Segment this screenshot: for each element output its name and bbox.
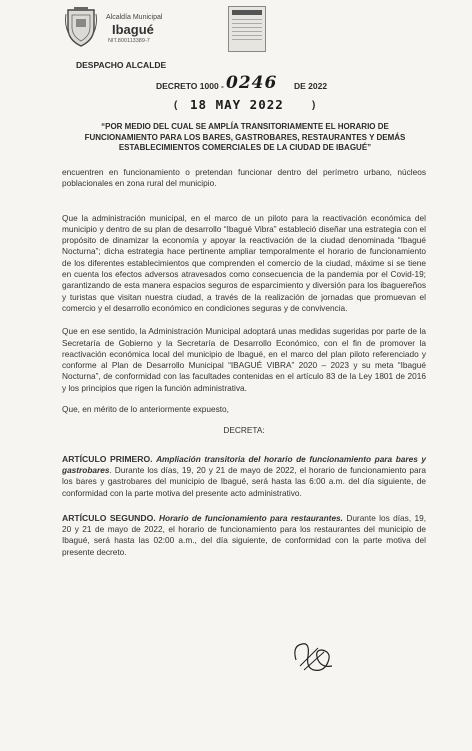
org-name: Alcaldía Municipal (106, 14, 163, 21)
article-first (62, 454, 426, 499)
decree-year: DE 2022 (294, 81, 328, 91)
date-paren-close: ) (312, 100, 316, 111)
article-title: Ampliación transitoria del horario de funcionamiento para bares y gastrobares (62, 453, 426, 475)
nit-number: NIT.800113389-7 (108, 38, 150, 44)
city-name: Ibagué (112, 22, 154, 37)
paragraph: Que en ese sentido, la Administración Municipal adoptará unas medidas sugeridas por parte de la Secretaría de Gobierno y la Secretaría de Desarrollo Económico, con el fin de promover la reactivación económica local del municipio de Ibagué, en el marco del plan piloto referenciado y conforme al Plan de Desarrollo Municipal “IBAGUÉ VIBRA” 2020 – 2023 y su meta “Ibagué Nocturna”, de conformidad con las facultades contenidas en el artículo 83 de la Ley 1801 de 2016 y los principios que rigen la función administrativa. (62, 326, 426, 393)
decree-title: “POR MEDIO DEL CUAL SE AMPLÍA TRANSITORIAMENTE EL HORARIO DE FUNCIONAMIENTO PARA LOS BARES, GASTROBARES, RESTAURANTES Y DEMÁS ESTABLECIMIENTOS COMERCIALES DE LA CIUDAD DE IBAGUÉ” (84, 122, 406, 152)
decree-label: DECRETO 1000 - (156, 81, 224, 91)
paragraph: Que la administración municipal, en el marco de un piloto para la reactivación económica del municipio y dentro de su plan de desarrollo “Ibagué Vibra” estableció diseñar una estrategia con el propósito de dinamizar la economía y apoyar la reactivación de la ciudad denominada “Ibagué Nocturna”; dicha estrategia hace pertinente ampliar temporalmente el horario de funcionamiento de los diferentes establecimientos que comprenden el comercio de la ciudad, máxime si se tiene en cuenta los efectos adversos atravesados como consecuencia de la pandemia por el Covid-19; garantizando de esta manera espacios seguros de esparcimiento y diversión para los ibaguereños y turistas que visitan nuestra ciudad, a través de la realización de jornadas que promuevan el comercio y el desarrollo económico en condiciones seguras y de convivencia. (62, 212, 426, 313)
paragraph: encuentren en funcionamiento o pretendan funcionar dentro del perímetro urbano, núcleos poblacionales en zona rural del municipio. (62, 167, 426, 189)
document-thumbnail-icon (228, 6, 266, 52)
article-text: Durante los días, 19, 20 y 21 de mayo de 2022, el horario de funcionamiento para los restaurantes del municipio de Ibagué, será hasta las 02:00 a.m., del día siguiente, de conformidad con la parte motiva del presente decreto. (62, 512, 426, 557)
handwritten-signature (288, 636, 338, 676)
paragraph: Que, en mérito de lo anteriormente expuesto, (62, 404, 229, 415)
decreta-heading: DECRETA: (223, 425, 265, 436)
date-paren-open: ( (174, 100, 178, 111)
document-body (62, 167, 426, 558)
decree-date: 18 MAY 2022 (190, 97, 284, 112)
article-title: Horario de funcionamiento para restaurantes. (159, 512, 343, 523)
municipal-shield-icon (64, 6, 98, 48)
article-text: . Durante los días, 19, 20 y 21 de mayo de 2022, el horario de funcionamiento para los bares y gastrobares del municipio de Ibagué, será hasta las 6:00 a.m. del día siguiente, de conformidad con la parte motiva del presente acto administrativo. (62, 464, 426, 498)
article-heading: ARTÍCULO SEGUNDO. (62, 512, 156, 523)
article-heading: ARTÍCULO PRIMERO. (62, 453, 153, 464)
department-label: DESPACHO ALCALDE (76, 60, 167, 70)
decree-number: 0246 (226, 73, 278, 93)
article-second (62, 513, 426, 558)
